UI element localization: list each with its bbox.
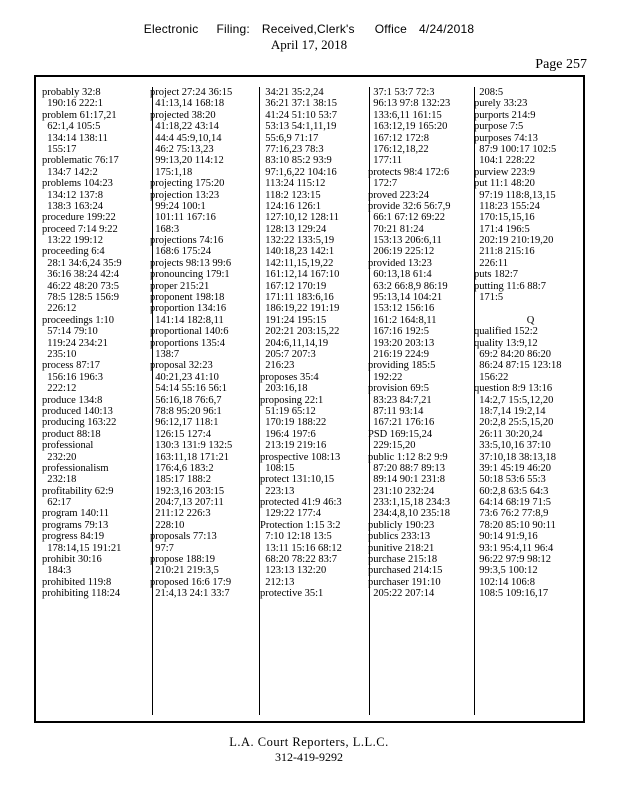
index-entry: proper 215:21 [150, 280, 210, 292]
index-entry: proposals 77:13 [150, 531, 217, 543]
index-entry: proposal 32:23 [150, 360, 213, 372]
index-entry: purposes 74:13 [474, 132, 538, 144]
index-entry: purchase 215:18 [368, 554, 438, 566]
index-entry: problems 104:23 [42, 178, 113, 190]
index-entry: proceed 7:14 9:22 [42, 223, 118, 235]
index-entry: 226:11 [474, 257, 509, 269]
index-entry: 171:11 183:6,16 [260, 292, 334, 304]
index-entry: publicly 190:23 [368, 519, 435, 531]
index-entry: 130:3 131:9 132:5 [150, 440, 233, 452]
index-entry: 118:23 155:24 [474, 200, 540, 212]
index-entry: 171:5 [474, 292, 504, 304]
index-entry: probably 32:8 [42, 87, 101, 98]
index-entry: 211:12 226:3 [150, 508, 211, 520]
index-entry: 155:17 [42, 143, 77, 155]
index-entry: 21:4,13 24:1 33:7 [150, 588, 230, 600]
index-entry: 211:8 215:16 [474, 246, 535, 258]
stamp-part: 4/24/2018 [419, 22, 475, 36]
index-entry: purpose 7:5 [474, 121, 524, 133]
court-reporter-phone: 312-419-9292 [275, 750, 343, 764]
index-entry: proposes 35:4 [260, 371, 319, 383]
index-entry: provide 32:6 56:7,9 [368, 200, 451, 212]
index-entry: 153:13 206:6,11 [368, 235, 442, 247]
index-entry: PSD 169:15,24 [368, 428, 433, 440]
index-entry: 36:16 38:24 42:4 [42, 269, 120, 281]
index-entry: projected 38:20 [150, 109, 216, 121]
index-entry: 161:2 164:8,11 [368, 314, 437, 326]
index-entry: 202:21 203:15,22 [260, 326, 340, 338]
index-entry: 57:14 79:10 [42, 326, 98, 338]
index-entry: 129:22 177:4 [260, 508, 321, 520]
index-entry: 168:3 [150, 223, 180, 235]
index-entry: product 88:18 [42, 428, 101, 440]
index-entry: 156:22 [474, 371, 509, 383]
index-entry: 134:14 138:11 [42, 132, 108, 144]
index-entry: 190:16 222:1 [42, 98, 103, 110]
index-entry: 168:6 175:24 [150, 246, 211, 258]
index-entry: 192:22 [368, 371, 403, 383]
index-entry: projecting 175:20 [150, 178, 225, 190]
index-entry: 133:6,11 161:15 [368, 109, 442, 121]
index-entry: 204:6,11,14,19 [260, 337, 329, 349]
index-entry: 113:24 115:12 [260, 178, 326, 190]
index-entry: 95:13,14 104:21 [368, 292, 443, 304]
index-entry: 41:18,22 43:14 [150, 121, 219, 133]
index-entry: 44:4 45:9,10,14 [150, 132, 222, 144]
index-entry: produce 134:8 [42, 394, 103, 406]
index-entry: putting 11:6 88:7 [474, 280, 546, 292]
index-entry: 83:23 84:7,21 [368, 394, 432, 406]
index-entry: protected 41:9 46:3 [260, 497, 342, 509]
index-entry: proposed 16:6 17:9 [150, 576, 232, 588]
index-entry: 128:13 129:24 [260, 223, 327, 235]
index-entry: quality 13:9,12 [474, 337, 538, 349]
index-entry: proceeding 6:4 [42, 246, 105, 258]
index-entry: 210:21 219:3,5 [150, 565, 219, 577]
index-entry: proved 223:24 [368, 189, 429, 201]
stamp-part: Filing: [216, 22, 250, 36]
index-column-1 [36, 87, 153, 715]
index-entry: 7:10 12:18 13:5 [260, 531, 332, 543]
index-entry: 97:7 [150, 542, 174, 554]
court-reporter-name: L.A. Court Reporters, L.L.C. [229, 735, 389, 749]
index-entry: produced 140:13 [42, 405, 113, 417]
index-entry: 87:20 88:7 89:13 [368, 462, 446, 474]
index-entry: 163:11,18 171:21 [150, 451, 229, 463]
index-entry: 141:14 182:8,11 [150, 314, 224, 326]
index-entry: 204:7,13 207:11 [150, 497, 224, 509]
index-entry: 232:18 [42, 474, 77, 486]
index-entry: 203:16,18 [260, 383, 308, 395]
index-entry: 62:1,4 105:5 [42, 121, 101, 133]
index-entry: 124:16 126:1 [260, 200, 321, 212]
index-entry: prohibited 119:8 [42, 576, 112, 588]
index-entry: 18:7,14 19:2,14 [474, 405, 546, 417]
index-entry: 185:17 188:2 [150, 474, 211, 486]
index-entry: 99:13,20 114:12 [150, 155, 224, 167]
index-frame [34, 75, 585, 723]
index-entry: 171:4 196:5 [474, 223, 530, 235]
index-entry: purchased 214:15 [368, 565, 443, 577]
index-entry: 41:13,14 168:18 [150, 98, 225, 110]
index-entry: 167:12 170:19 [260, 280, 327, 292]
index-entry: 83:10 85:2 93:9 [260, 155, 332, 167]
index-entry: 87:9 100:17 102:5 [474, 143, 557, 155]
index-entry: 119:24 234:21 [42, 337, 108, 349]
index-entry: 138:3 163:24 [42, 200, 103, 212]
index-entry: 118:2 123:15 [260, 189, 321, 201]
index-entry: 54:14 55:16 56:1 [150, 383, 228, 395]
index-entry: 228:10 [150, 519, 185, 531]
index-entry: 229:15,20 [368, 440, 416, 452]
index-entry: 163:12,19 165:20 [368, 121, 448, 133]
stamp-part: Office [374, 22, 408, 36]
index-entry: 50:18 53:6 55:3 [474, 474, 546, 486]
index-entry: 40:21,23 41:10 [150, 371, 219, 383]
index-entry: 96:13 97:8 132:23 [368, 98, 451, 110]
index-entry: 132:22 133:5,19 [260, 235, 335, 247]
index-entry: 78:8 95:20 96:1 [150, 405, 222, 417]
index-entry: 172:7 [368, 178, 398, 190]
index-entry: program 140:11 [42, 508, 109, 520]
index-entry: put 11:1 48:20 [474, 178, 535, 190]
index-entry: 69:2 84:20 86:20 [474, 348, 552, 360]
index-entry: 193:20 203:13 [368, 337, 435, 349]
index-entry: 226:12 [42, 303, 77, 315]
index-entry: 178:14,15 191:21 [42, 542, 122, 554]
index-entry: public 1:12 8:2 9:9 [368, 451, 448, 463]
index-entry: 37:1 53:7 72:3 [368, 87, 435, 98]
index-entry: providing 185:5 [368, 360, 436, 372]
index-entry: project 27:24 36:15 [150, 87, 233, 98]
index-entry: pronouncing 179:1 [150, 269, 230, 281]
index-entry [474, 303, 587, 314]
index-entry: 89:14 90:1 231:8 [368, 474, 446, 486]
index-entry: 167:16 192:5 [368, 326, 429, 338]
index-entry: 138:7 [150, 348, 180, 360]
index-entry: 99:3,5 100:12 [474, 565, 538, 577]
index-entry: professionalism [42, 462, 109, 474]
index-entry: 213:19 219:16 [260, 440, 327, 452]
index-entry: 104:1 228:22 [474, 155, 535, 167]
index-entry: Protection 1:15 3:2 [260, 519, 341, 531]
index-entry: 175:1,18 [150, 166, 193, 178]
index-entry: 140:18,23 142:1 [260, 246, 335, 258]
index-column-2 [146, 87, 260, 715]
index-entry: prohibiting 118:24 [42, 588, 121, 600]
index-entry: protective 35:1 [260, 588, 324, 600]
index-entry: 78:5 128:5 156:9 [42, 292, 120, 304]
index-entry: problem 61:17,21 [42, 109, 117, 121]
index-entry: publics 233:13 [368, 531, 431, 543]
index-entry: 46:22 48:20 73:5 [42, 280, 120, 292]
index-column-4 [364, 87, 475, 715]
stamp-part: Received,Clerk's [261, 22, 355, 36]
index-entry: 233:1,15,18 234:3 [368, 497, 450, 509]
index-column-5 [470, 87, 587, 715]
index-entry: 216:23 [260, 360, 295, 372]
index-entry: 86:24 87:15 123:18 [474, 360, 562, 372]
index-entry: 123:13 132:20 [260, 565, 327, 577]
index-entry: 191:24 195:15 [260, 314, 327, 326]
index-entry: 167:12 172:8 [368, 132, 429, 144]
index-entry: 97:19 118:8,13,15 [474, 189, 556, 201]
index-entry: 60:2,8 63:5 64:3 [474, 485, 549, 497]
index-entry: purchaser 191:10 [368, 576, 441, 588]
index-entry: 223:13 [260, 485, 295, 497]
index-entry: proposing 22:1 [260, 394, 324, 406]
index-entry: 37:10,18 38:13,18 [474, 451, 556, 463]
index-entry: 99:24 100:1 [150, 200, 206, 212]
index-entry: 26:11 30:20,24 [474, 428, 543, 440]
index-entry: prohibit 30:16 [42, 554, 102, 566]
index-entry: 134:7 142:2 [42, 166, 98, 178]
index-entry: question 8:9 13:16 [474, 383, 553, 395]
index-entry: 93:1 95:4,11 96:4 [474, 542, 554, 554]
index-entry: 64:14 68:19 71:5 [474, 497, 552, 509]
index-entry: qualified 152:2 [474, 326, 538, 338]
index-entry: 176:4,6 183:2 [150, 462, 214, 474]
index-entry: 156:16 196:3 [42, 371, 103, 383]
index-entry: 13:11 15:16 68:12 [260, 542, 342, 554]
index-entry: progress 84:19 [42, 531, 105, 543]
index-entry: 196:4 197:6 [260, 428, 316, 440]
index-entry: 96:12,17 118:1 [150, 417, 219, 429]
index-entry: 222:12 [42, 383, 77, 395]
index-entry: 66:1 67:12 69:22 [368, 212, 446, 224]
index-entry: 102:14 106:8 [474, 576, 535, 588]
index-entry: professional [42, 440, 94, 452]
index-entry: puts 182:7 [474, 269, 519, 281]
index-entry: purview 223:9 [474, 166, 535, 178]
index-entry: 205:22 207:14 [368, 588, 435, 600]
index-entry: 235:10 [42, 348, 77, 360]
index-entry: provision 69:5 [368, 383, 429, 395]
index-entry: 212:13 [260, 576, 295, 588]
index-entry: 77:16,23 78:3 [260, 143, 324, 155]
index-entry: 87:11 93:14 [368, 405, 424, 417]
index-entry: programs 79:13 [42, 519, 109, 531]
index-entry: 55:6,9 71:17 [260, 132, 319, 144]
index-entry: 167:21 176:16 [368, 417, 435, 429]
index-entry: 127:10,12 128:11 [260, 212, 339, 224]
index-entry: proceedings 1:10 [42, 314, 115, 326]
index-entry: 34:21 35:2,24 [260, 87, 324, 98]
index-entry: 14:2,7 15:5,12,20 [474, 394, 554, 406]
index-entry: 20:2,8 25:5,15,20 [474, 417, 554, 429]
index-entry: 101:11 167:16 [150, 212, 216, 224]
index-entry: 62:17 [42, 497, 72, 509]
index-entry: 142:11,15,19,22 [260, 257, 334, 269]
stamp-part: Electronic [143, 22, 199, 36]
index-entry: 51:19 65:12 [260, 405, 316, 417]
index-entry: 161:12,14 167:10 [260, 269, 340, 281]
index-column-3 [255, 87, 370, 715]
index-entry: 36:21 37:1 38:15 [260, 98, 338, 110]
index-entry: 39:1 45:19 46:20 [474, 462, 552, 474]
index-entry: 108:5 109:16,17 [474, 588, 549, 600]
index-entry: 231:10 232:24 [368, 485, 435, 497]
index-entry: 134:12 137:8 [42, 189, 103, 201]
index-entry: 177:11 [368, 155, 403, 167]
index-entry: 192:3,16 203:15 [150, 485, 225, 497]
index-entry: 176:12,18,22 [368, 143, 429, 155]
index-entry: 53:13 54:1,11,19 [260, 121, 337, 133]
index-entry: problematic 76:17 [42, 155, 119, 167]
index-entry: 232:20 [42, 451, 77, 463]
index-entry: protect 131:10,15 [260, 474, 335, 486]
index-entry: 216:19 224:9 [368, 348, 429, 360]
index-entry: 234:4,8,10 235:18 [368, 508, 450, 520]
index-entry: proportional 140:6 [150, 326, 229, 338]
index-entry: 33:5,10,16 37:10 [474, 440, 551, 452]
index-entry: 78:20 85:10 90:11 [474, 519, 556, 531]
index-entry: 56:16,18 76:6,7 [150, 394, 222, 406]
index-entry: 28:1 34:6,24 35:9 [42, 257, 122, 269]
index-entry: 205:7 207:3 [260, 348, 316, 360]
index-entry: profitability 62:9 [42, 485, 114, 497]
index-entry: 41:24 51:10 53:7 [260, 109, 338, 121]
index-entry: projections 74:16 [150, 235, 224, 247]
index-entry: 96:22 97:9 98:12 [474, 554, 552, 566]
index-entry: 153:12 156:16 [368, 303, 435, 315]
index-entry: 206:19 225:12 [368, 246, 435, 258]
index-entry: proponent 198:18 [150, 292, 225, 304]
transcript-date: April 17, 2018 [270, 37, 348, 52]
index-entry: protects 98:4 172:6 [368, 166, 450, 178]
index-entry: 108:15 [260, 462, 295, 474]
index-entry: procedure 199:22 [42, 212, 116, 224]
index-entry: 13:22 199:12 [42, 235, 103, 247]
index-entry: 126:15 127:4 [150, 428, 211, 440]
index-entry: producing 163:22 [42, 417, 117, 429]
index-entry: 60:13,18 61:4 [368, 269, 432, 281]
page-number: Page 257 [535, 57, 587, 72]
index-entry: 186:19,22 191:19 [260, 303, 340, 315]
index-entry: process 87:17 [42, 360, 101, 372]
index-entry: proportion 134:16 [150, 303, 227, 315]
index-entry: 46:2 75:13,23 [150, 143, 214, 155]
index-entry: projection 13:23 [150, 189, 220, 201]
index-entry: provided 13:23 [368, 257, 432, 269]
index-entry: proportions 135:4 [150, 337, 225, 349]
index-entry: propose 188:19 [150, 554, 216, 566]
index-entry: 68:20 78:22 83:7 [260, 554, 338, 566]
index-entry: 90:14 91:9,16 [474, 531, 538, 543]
index-entry: prospective 108:13 [260, 451, 341, 463]
index-entry: 170:19 188:22 [260, 417, 327, 429]
index-entry: purely 33:23 [474, 98, 528, 110]
index-entry: 97:1,6,22 104:16 [260, 166, 337, 178]
index-entry: 202:19 210:19,20 [474, 235, 554, 247]
index-entry: 208:5 [474, 87, 504, 98]
index-entry: projects 98:13 99:6 [150, 257, 232, 269]
index-entry: 170:15,15,16 [474, 212, 535, 224]
index-entry: purports 214:9 [474, 109, 536, 121]
index-entry: punitive 218:21 [368, 542, 435, 554]
electronic-filing-stamp [0, 22, 618, 36]
index-entry: 63:2 66:8,9 86:19 [368, 280, 448, 292]
section-letter: Q [526, 314, 535, 326]
index-entry: 70:21 81:24 [368, 223, 424, 235]
index-entry: 73:6 76:2 77:8,9 [474, 508, 549, 520]
index-entry: 184:3 [42, 565, 72, 577]
